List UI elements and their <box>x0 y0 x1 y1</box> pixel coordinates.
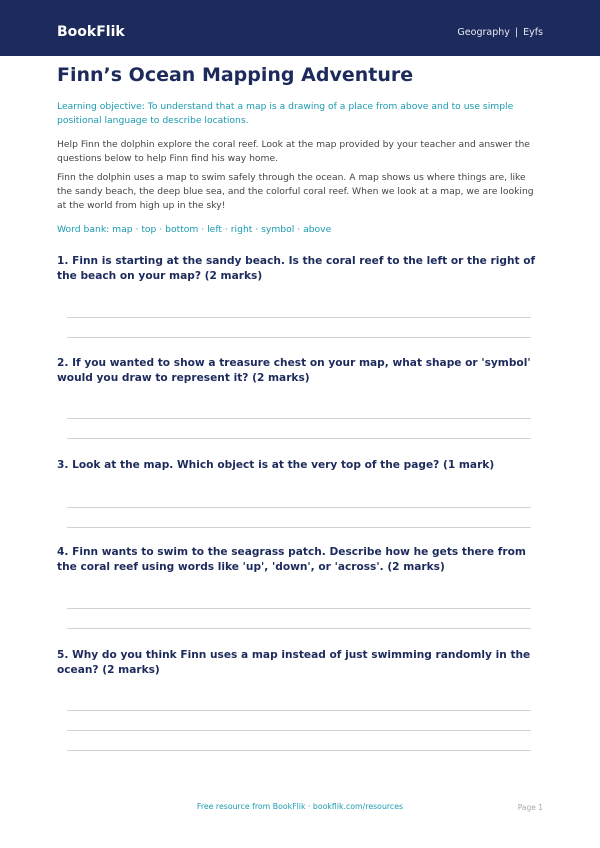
context-paragraph: Finn the dolphin uses a map to swim safely through the ocean. A map shows us where things are, like the sandy beach, the deep blue sea, and the colorful coral reef. When we look at a map, we are looking at the world from high up in the sky! <box>57 172 534 211</box>
answer-line[interactable] <box>67 628 531 629</box>
answer-line[interactable] <box>67 730 531 731</box>
answer-line[interactable] <box>67 608 531 609</box>
answer-line[interactable] <box>67 507 531 508</box>
question-3: 3. Look at the map. Which object is at the very top of the page? (1 mark) <box>57 459 495 471</box>
question-1: 1. Finn is starting at the sandy beach. Is the coral reef to the left or the right of the beach on your map? (2 marks) <box>57 255 536 282</box>
page-title: Finn’s Ocean Mapping Adventure <box>57 64 414 86</box>
word-bank: Word bank: map · top · bottom · left · right · symbol · above <box>57 224 332 235</box>
answer-line[interactable] <box>67 317 531 318</box>
answer-line[interactable] <box>67 438 531 439</box>
page-number: Page 1 <box>517 803 543 812</box>
answer-line[interactable] <box>67 337 531 338</box>
brand-logo[interactable]: BookFlik <box>57 24 125 40</box>
answer-line[interactable] <box>67 710 531 711</box>
footer-credit[interactable]: Free resource from BookFlik · bookflik.com/resources <box>196 802 404 811</box>
level-label: Eyfs <box>523 27 543 38</box>
answer-line[interactable] <box>67 750 531 751</box>
header-bar <box>0 0 600 56</box>
answer-line[interactable] <box>67 527 531 528</box>
header-separator: | <box>514 27 519 38</box>
question-5: 5. Why do you think Finn uses a map instead of just swimming randomly in the ocean? (2 marks) <box>57 649 531 676</box>
question-2: 2. If you wanted to show a treasure chest on your map, what shape or 'symbol' would you draw to represent it? (2 marks) <box>57 357 531 384</box>
header-meta <box>457 27 543 38</box>
intro-paragraph: Help Finn the dolphin explore the coral reef. Look at the map provided by your teacher and answer the questions below to help Finn find his way home. <box>57 139 530 164</box>
question-4: 4. Finn wants to swim to the seagrass patch. Describe how he gets there from the coral reef using words like 'up', 'down', or 'across'. (2 marks) <box>57 546 526 573</box>
answer-line[interactable] <box>67 418 531 419</box>
subject-label: Geography <box>457 27 510 38</box>
learning-objective: Learning objective: To understand that a map is a drawing of a place from above and to use simple positional language to describe locations. <box>57 101 514 126</box>
